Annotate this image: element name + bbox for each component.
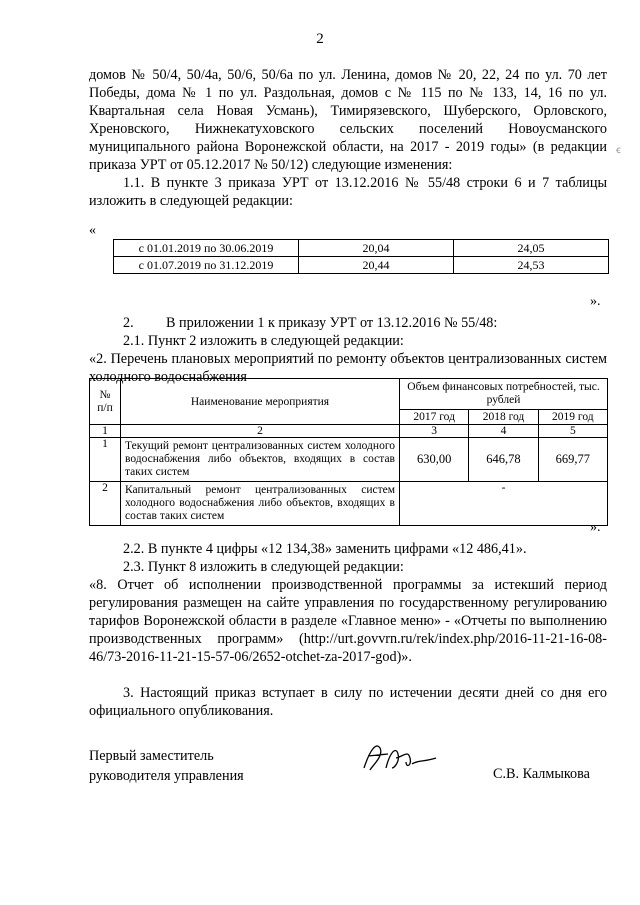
signature-title-line1: Первый заместитель: [89, 748, 214, 764]
row-num: 2: [90, 482, 121, 526]
header-year: 2017 год: [400, 410, 469, 425]
item-2-2: 2.2. В пункте 4 цифры «12 134,38» заменить цифрами «12 486,41».: [123, 541, 527, 557]
header-year: 2019 год: [538, 410, 607, 425]
period-cell: с 01.01.2019 по 30.06.2019: [114, 240, 299, 257]
page-number: 2: [316, 31, 324, 47]
row-num: 1: [90, 438, 121, 482]
handwritten-signature-icon: [360, 738, 440, 778]
value-cell: 20,44: [299, 257, 454, 274]
row-value: 630,00: [400, 438, 469, 482]
item-3: 3. Настоящий приказ вступает в силу по истечении десяти дней со дня его официального опубликования.: [89, 685, 607, 719]
value-cell: 24,05: [454, 240, 609, 257]
col-num: 5: [538, 425, 607, 438]
col-num: 2: [121, 425, 400, 438]
signature-name: С.В. Калмыкова: [493, 766, 590, 782]
row-merged-value: -: [400, 482, 608, 526]
quote-close: ».: [590, 520, 601, 535]
signature-title-line2: руководителя управления: [89, 768, 244, 784]
row-value: 646,78: [469, 438, 538, 482]
col-num: 4: [469, 425, 538, 438]
col-num: 3: [400, 425, 469, 438]
item-2-3: 2.3. Пункт 8 изложить в следующей редакции:: [123, 559, 404, 575]
item-2-1: 2.1. Пункт 2 изложить в следующей редакции:: [123, 333, 404, 349]
measures-table: [89, 378, 608, 526]
column-number-row: [90, 425, 608, 438]
row-name: Текущий ремонт централизованных систем холодного водоснабжения либо объектов, входящих в состав таких систем: [121, 438, 400, 482]
header-year: 2018 год: [469, 410, 538, 425]
header-name: Наименование мероприятия: [121, 379, 400, 425]
col-num: 1: [90, 425, 121, 438]
row-value: 669,77: [538, 438, 607, 482]
item-1-1: 1.1. В пункте 3 приказа УРТ от 13.12.2016 № 55/48 строки 6 и 7 таблицы изложить в следующей редакции:: [89, 175, 607, 209]
header-row: [90, 379, 608, 410]
item-2-1-quote: «2. Перечень плановых мероприятий по ремонту объектов централизованных систем холодного водоснабжения: [89, 351, 607, 385]
value-cell: 24,53: [454, 257, 609, 274]
table-row: [90, 438, 608, 482]
table-row: [114, 257, 609, 274]
table-row: [90, 482, 608, 526]
header-num: № п/п: [90, 379, 121, 425]
signature-title: [89, 746, 244, 786]
row-name: Капитальный ремонт централизованных систем холодного водоснабжения либо объектов, входящих в состав таких систем: [121, 482, 400, 526]
item-2-text: В приложении 1 к приказу УРТ от 13.12.2016 № 55/48:: [166, 315, 498, 331]
table-row: [114, 240, 609, 257]
period-cell: с 01.07.2019 по 31.12.2019: [114, 257, 299, 274]
tariff-table: [113, 239, 609, 274]
quote-close: ».: [590, 294, 601, 309]
header-volume: Объем финансовых потребностей, тыс. рублей: [400, 379, 608, 410]
value-cell: 20,04: [299, 240, 454, 257]
item-2-number: 2.: [123, 315, 134, 331]
quote-open: «: [89, 223, 96, 238]
item-2-3-quote: «8. Отчет об исполнении производственной программы за истекший период регулирования размещен на сайте управления по государственному регулированию тарифов Воронежской области в разделе «Главное меню» - «Отчеты по выполнению производственных программ» (http://urt.govvrn.ru/rek/index.php/2016-11-21-16-08-46/73-2016-11-21-15-57-06/2652-otchet-za-2017-god)».: [89, 577, 607, 665]
intro-paragraph: домов № 50/4, 50/4а, 50/6, 50/6а по ул. Ленина, домов № 20, 22, 24 по ул. 70 лет Победы, дома № 1 по ул. Раздольная, домов с № 115 по № 133, 14, 16 по ул. Квартальная села Новая Усмань), Тимирязевского, Шуберского, Орловского, Хреновского, Нижнекатуховского сельских поселений Новоусманского муниципального района Воронежской области, на 2017 - 2019 годы» (в редакции приказа УРТ от 05.12.2017 № 50/12) следующие изменения:: [89, 67, 607, 173]
margin-mark: ꞓ: [616, 145, 621, 156]
